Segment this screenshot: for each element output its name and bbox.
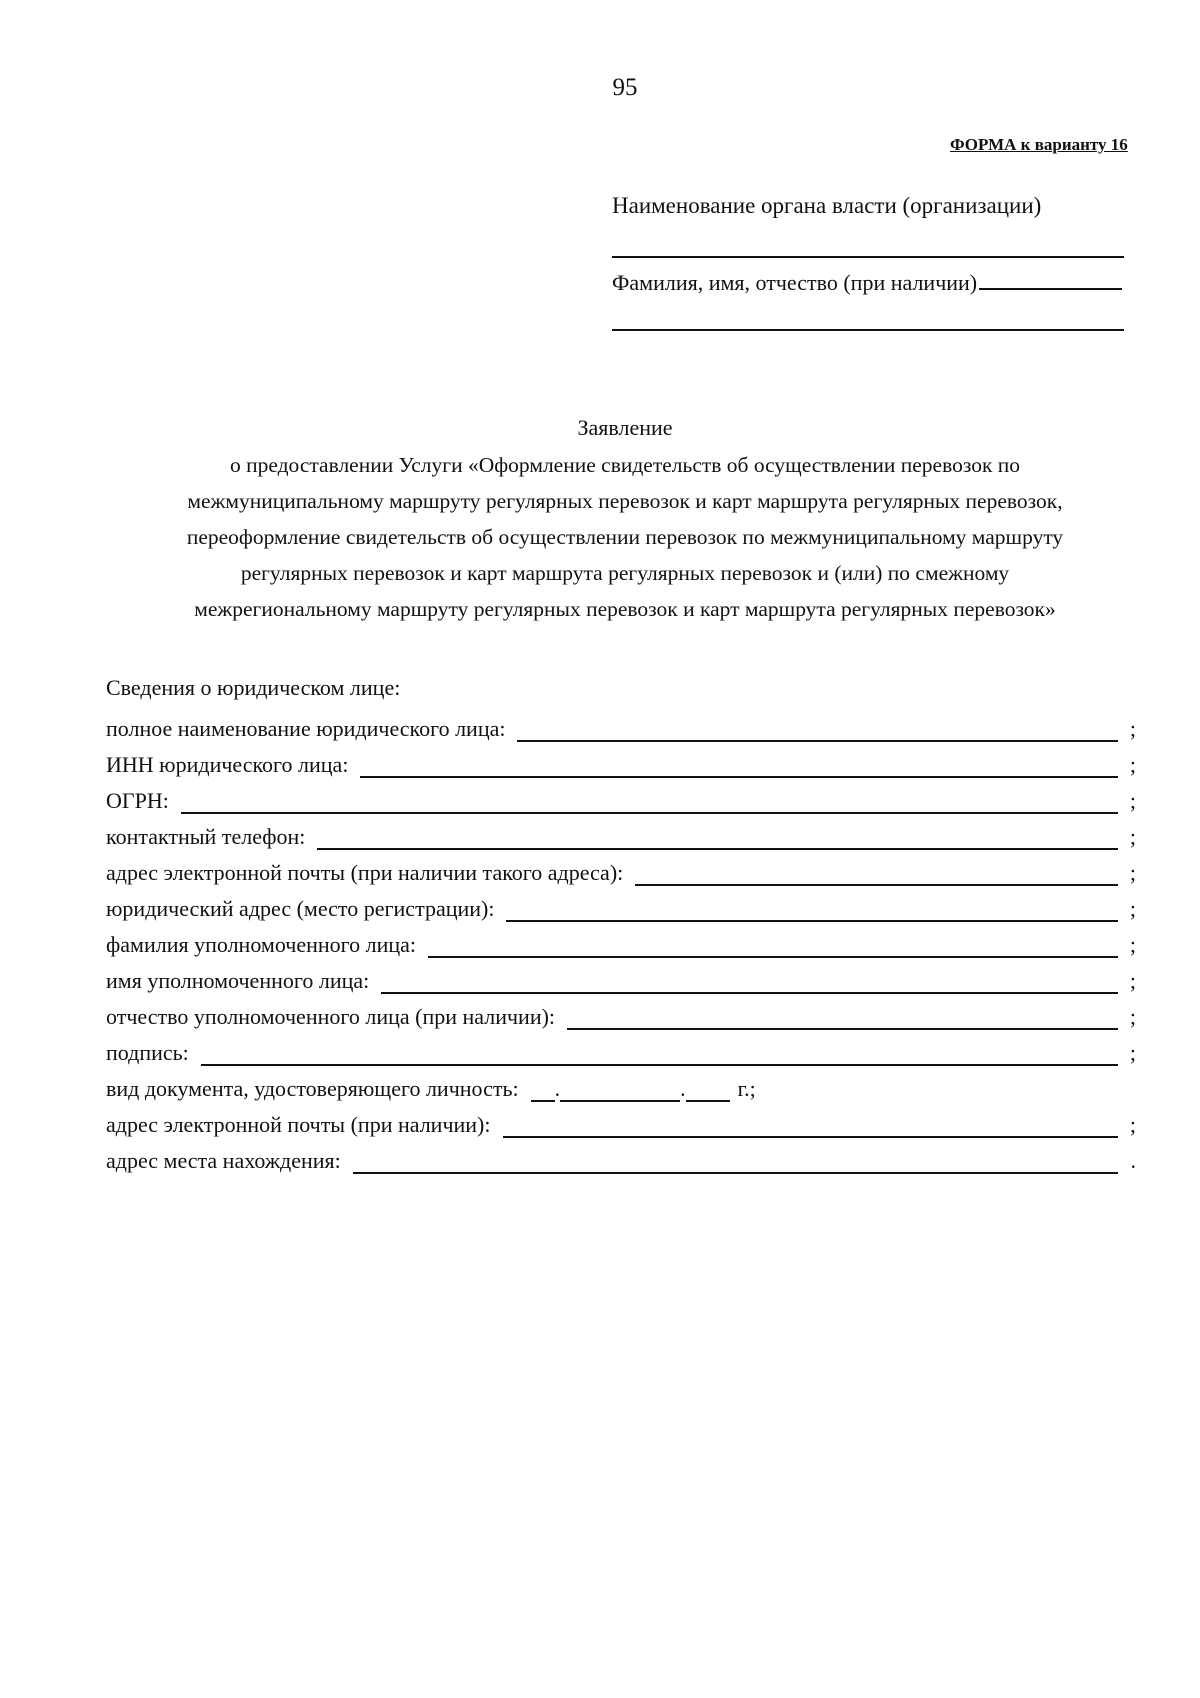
field-end-mark: ; — [1129, 932, 1136, 957]
form-reference: ФОРМА к варианту 16 — [950, 135, 1128, 154]
field-input-line[interactable] — [506, 896, 1118, 922]
applicant-name-row — [612, 270, 1122, 296]
field-input-line[interactable] — [201, 1040, 1118, 1066]
field-label: полное наименование юридического лица: — [106, 716, 506, 741]
field-row — [106, 742, 1136, 778]
field-label: отчество уполномоченного лица (при наличии): — [106, 1004, 556, 1029]
field-end-mark: ; — [1129, 716, 1136, 741]
field-label: фамилия уполномоченного лица: — [106, 932, 417, 957]
field-input-line[interactable] — [517, 716, 1118, 742]
document-separator: . — [554, 1076, 561, 1101]
identity-document-row — [106, 1066, 1136, 1102]
document-year-line[interactable] — [686, 1076, 730, 1102]
field-row — [106, 850, 1136, 886]
field-input-line[interactable] — [381, 968, 1118, 994]
field-row — [106, 1138, 1136, 1174]
field-input-line[interactable] — [428, 932, 1118, 958]
subtitle-line: регулярных перевозок и карт маршрута регулярных перевозок и (или) по смежному — [240, 561, 1010, 585]
section-intro: Сведения о юридическом лице: — [106, 675, 401, 700]
field-label: адрес электронной почты (при наличии): — [106, 1112, 491, 1137]
field-end-mark: . — [1130, 1148, 1136, 1173]
field-end-mark: ; — [1129, 1040, 1136, 1065]
field-end-mark: ; — [1129, 1112, 1136, 1137]
field-row — [106, 958, 1136, 994]
field-row — [106, 922, 1136, 958]
field-label: адрес места нахождения: — [106, 1148, 341, 1173]
page-number: 95 — [612, 74, 638, 101]
applicant-name-inline-line[interactable] — [979, 270, 1122, 290]
field-end-mark: ; — [1129, 788, 1136, 813]
field-input-line[interactable] — [181, 788, 1118, 814]
field-row — [106, 706, 1136, 742]
subtitle-line: межрегиональному маршруту регулярных перевозок и карт маршрута регулярных перевозок» — [194, 597, 1056, 621]
document-number-line[interactable] — [560, 1076, 680, 1102]
field-end-mark: ; — [1129, 1004, 1136, 1029]
subtitle-line: о предоставлении Услуги «Оформление свидетельств об осуществлении перевозок по — [229, 453, 1021, 477]
field-label: контактный телефон: — [106, 824, 306, 849]
legal-entity-fields — [106, 670, 1136, 1174]
document-subtitle — [110, 447, 1140, 627]
document-separator: . — [680, 1076, 686, 1101]
field-input-line[interactable] — [635, 860, 1118, 886]
field-label: имя уполномоченного лица: — [106, 968, 370, 993]
field-row — [106, 814, 1136, 850]
authority-name-line[interactable] — [612, 256, 1124, 258]
subtitle-line: межмуниципальному маршруту регулярных перевозок и карт маршрута регулярных перевозок, — [187, 489, 1063, 513]
document-series-line[interactable] — [531, 1076, 555, 1102]
field-label: вид документа, удостоверяющего личность: — [106, 1076, 519, 1101]
document-title: Заявление — [577, 415, 673, 440]
document-year-suffix: г.; — [737, 1076, 756, 1101]
field-label: ИНН юридического лица: — [106, 752, 349, 777]
field-row — [106, 994, 1136, 1030]
field-row — [106, 1030, 1136, 1066]
field-end-mark: ; — [1129, 896, 1136, 921]
field-input-line[interactable] — [567, 1004, 1118, 1030]
field-row — [106, 1102, 1136, 1138]
applicant-name-label: Фамилия, имя, отчество (при наличии) — [612, 270, 978, 295]
field-label: ОГРН: — [106, 788, 169, 813]
field-end-mark: ; — [1129, 968, 1136, 993]
field-end-mark: ; — [1129, 752, 1136, 777]
field-label: юридический адрес (место регистрации): — [106, 896, 495, 921]
field-label: адрес электронной почты (при наличии такого адреса): — [106, 860, 624, 885]
field-input-line[interactable] — [353, 1148, 1118, 1174]
field-label: подпись: — [106, 1040, 189, 1065]
field-row — [106, 886, 1136, 922]
field-end-mark: ; — [1129, 824, 1136, 849]
field-input-line[interactable] — [317, 824, 1118, 850]
field-row — [106, 778, 1136, 814]
field-input-line[interactable] — [503, 1112, 1119, 1138]
field-input-line[interactable] — [360, 752, 1118, 778]
subtitle-line: переоформление свидетельств об осуществлении перевозок по межмуниципальному маршруту — [186, 525, 1064, 549]
applicant-name-line[interactable] — [612, 329, 1124, 331]
field-end-mark: ; — [1129, 860, 1136, 885]
authority-name-label: Наименование органа власти (организации) — [612, 193, 1042, 218]
